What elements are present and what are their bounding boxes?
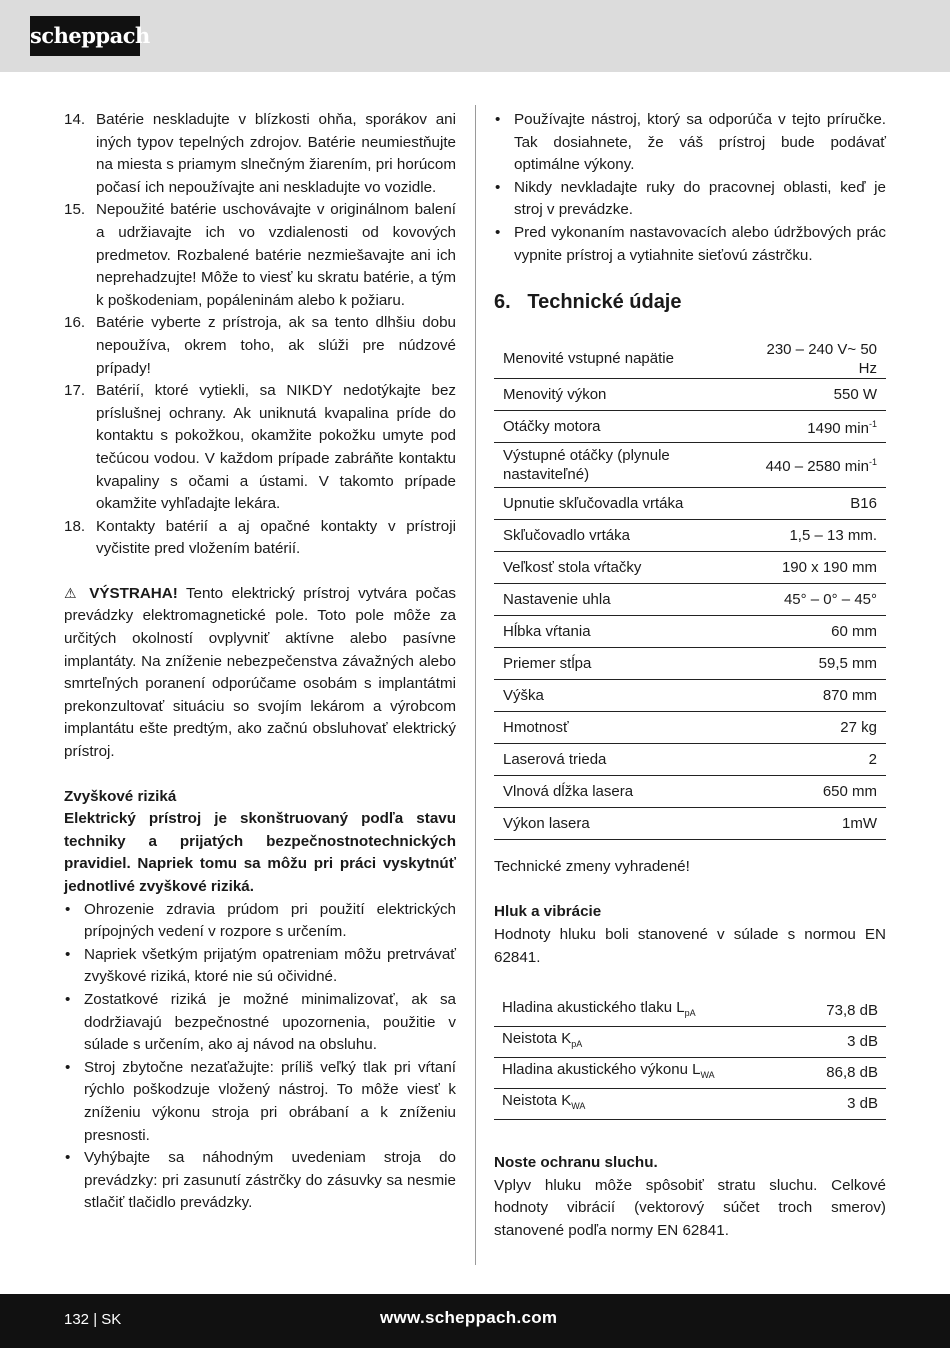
item-text: Batérií, ktoré vytiekli, sa NIKDY nedotýkajte bez príslušnej ochrany. Ak uniknutá kvapalina príde do kontaktu s pokožkou, okamžite pokožku umyte pod tečúcou vodou. V každom prípade zabráňte kontaktu kvapaliny s očami a ústami. V takomto prípade okamžite vyhľadajte lekára. — [96, 382, 456, 513]
spec-label: Nastavenie uhla — [494, 583, 747, 615]
spec-row — [494, 340, 886, 379]
spec-label: Hmotnosť — [494, 711, 747, 743]
page-footer — [0, 1294, 950, 1348]
bullet-text: Pred vykonaním nastavovacích alebo údržbových prác vypnite prístroj a vytiahnite sieťovú zástrčku. — [514, 223, 886, 264]
page-header — [0, 0, 950, 72]
bullet-icon: • — [65, 1058, 71, 1076]
item-number: 18. — [64, 517, 86, 535]
item-text: Batérie neskladujte v blízkosti ohňa, sporákov ani iných typov tepelných zdrojov. Batérie neumiestňujte na miesta s priamym slnečným žiarením, pri horúcom počasí ich nepoužívajte ani neskladujte vo vozidle. — [96, 111, 456, 196]
spec-row — [494, 679, 886, 711]
noise-text: Hodnoty hluku boli stanovené v súlade s normou EN 62841. — [494, 925, 886, 966]
spec-label: Laserová trieda — [494, 743, 747, 775]
spec-value — [747, 679, 886, 711]
list-item — [494, 109, 886, 177]
item-number: 17. — [64, 382, 86, 400]
spec-row — [494, 775, 886, 807]
noise-value: 73,8 dB — [796, 996, 886, 1027]
item-number: 16. — [64, 314, 86, 332]
noise-label-subscript: WA — [700, 1070, 715, 1081]
bullet-text: Ohrozenie zdravia prúdom pri použití elektrických prípojných vedení v rozpore s určením. — [84, 900, 456, 941]
spec-value-text: 59,5 mm — [818, 654, 877, 672]
noise-label-text: Neistota K — [502, 1092, 572, 1110]
spec-row — [494, 711, 886, 743]
spec-value-text: 230 – 240 V~ 50 Hz — [766, 340, 877, 377]
spec-value — [747, 519, 886, 551]
residual-risks-intro: Elektrický prístroj je skonštruovaný podľa stavu techniky a prijatých bezpečnostnotechnických pravidiel. Napriek tomu sa môžu pri práci vyskytnúť jednotlivé zvyškové riziká. — [64, 810, 456, 895]
left-column — [64, 109, 456, 1215]
spec-label: Vlnová dĺžka lasera — [494, 775, 747, 807]
spec-value-text: 1,5 – 13 mm. — [789, 526, 877, 544]
warning-text: Tento elektrický prístroj vytvára počas prevádzky elektromagnetické pole. Toto pole môže za určitých okolností ovplyvniť aktívne alebo pasívne implantáty. Na zníženie nebezpečenstva závažných alebo smrteľných poranení odporúčame osobám s implantátmi prekonzultovať situáciu so svojím lekárom a výrobcom implantátu ešte predtým, ako začnú obsluhovať elektrický prístroj. — [64, 584, 456, 761]
spec-row — [494, 410, 886, 442]
page-number: 132 | SK — [64, 1311, 122, 1328]
list-item — [64, 516, 456, 561]
bullet-text: Vyhýbajte sa náhodným uvedeniam stroja do prevádzky: pri zasunutí zástrčky do zásuvky sa nesmie stlačiť tlačidlo prevádzky. — [84, 1149, 456, 1212]
list-item — [64, 899, 456, 944]
usage-bullets — [494, 109, 886, 267]
bullet-icon: • — [495, 223, 501, 241]
noise-label-subscript: pA — [571, 1039, 583, 1050]
item-text: Nepoužité batérie uschovávajte v originálnom balení a udržiavajte ich vo vzdialenosti od kovových predmetov. Rozbalené batérie nezmiešavajte ani ich neprehadzujte! Môže to viesť ku skratu batérie, a tým k poškodeniam, popáleninám alebo k požiaru. — [96, 201, 456, 309]
spec-label: Priemer stĺpa — [494, 647, 747, 679]
section-number: 6. — [494, 291, 511, 314]
bullet-text: Stroj zbytočne nezaťažujte: príliš veľký tlak pri vŕtaní rýchlo poškodzuje vložený nástroj. To môže viesť k zníženiu výkonu stroja pri obrábaní a k zníženiu presnosti. — [84, 1058, 456, 1144]
list-item — [64, 944, 456, 989]
spec-value-text: B16 — [850, 494, 877, 512]
spec-row — [494, 442, 886, 487]
noise-row — [494, 1089, 886, 1120]
list-item — [494, 177, 886, 222]
spec-value-text: 2 — [868, 750, 877, 768]
bullet-icon: • — [65, 945, 71, 963]
scheppach-logo: scheppach — [30, 16, 140, 56]
section-heading — [494, 291, 886, 314]
list-item — [64, 109, 456, 199]
spec-row — [494, 583, 886, 615]
noise-value: 3 dB — [796, 1027, 886, 1058]
list-item — [64, 312, 456, 380]
spec-value — [747, 378, 886, 410]
section-title: Technické údaje — [527, 291, 682, 314]
spec-value — [747, 551, 886, 583]
bullet-icon: • — [65, 900, 71, 918]
technical-changes-note: Technické zmeny vyhradené! — [494, 857, 690, 875]
spec-row — [494, 551, 886, 583]
spec-value — [747, 615, 886, 647]
website-link[interactable]: www.scheppach.com — [380, 1308, 558, 1327]
residual-risks-list — [64, 899, 456, 1215]
spec-value — [747, 775, 886, 807]
item-number: 14. — [64, 111, 86, 128]
noise-label-subscript: WA — [571, 1101, 586, 1112]
spec-value-text: 440 – 2580 min — [765, 458, 869, 476]
spec-label: Veľkosť stola vŕtačky — [494, 551, 747, 583]
spec-value-exponent: -1 — [868, 418, 877, 429]
spec-label: Skľučovadlo vrtáka — [494, 519, 747, 551]
noise-label — [494, 1089, 796, 1120]
noise-label-text: Hladina akustického tlaku L — [502, 999, 685, 1017]
spec-value-text: 45° – 0° – 45° — [783, 590, 877, 608]
noise-value: 3 dB — [796, 1089, 886, 1120]
spec-value-text: 27 kg — [840, 718, 877, 736]
bullet-icon: • — [65, 990, 71, 1008]
spec-value — [747, 487, 886, 519]
noise-row — [494, 1058, 886, 1089]
noise-label-text: Neistota K — [502, 1030, 572, 1048]
warning-label: VÝSTRAHA! — [89, 584, 178, 602]
warning-triangle-icon: ⚠ — [64, 585, 81, 602]
noise-label-subscript: pA — [684, 1008, 696, 1019]
spec-value — [747, 410, 886, 442]
spec-value — [747, 807, 886, 839]
spec-value — [747, 442, 886, 487]
spec-label: Menovité vstupné napätie — [494, 340, 747, 379]
spec-value-text: 650 mm — [822, 782, 877, 800]
spec-value-exponent: -1 — [868, 457, 877, 468]
spec-label: Upnutie skľučovadla vrtáka — [494, 487, 747, 519]
spec-value — [747, 340, 886, 379]
noise-label — [494, 1058, 796, 1089]
noise-table — [494, 996, 886, 1120]
spec-value-text: 1mW — [842, 814, 877, 832]
spec-row — [494, 807, 886, 839]
spec-label: Menovitý výkon — [494, 378, 747, 410]
hearing-protection-title: Noste ochranu sluchu. — [494, 1154, 658, 1172]
spec-row — [494, 487, 886, 519]
list-item — [64, 380, 456, 516]
bullet-text: Používajte nástroj, ktorý sa odporúča v tejto príručke. Tak dosiahnete, že váš prístroj bude podávať optimálne výkony. — [514, 111, 886, 174]
residual-risks-title: Zvyškové riziká — [64, 787, 177, 805]
spec-value-text: 550 W — [833, 385, 877, 403]
spec-label: Otáčky motora — [494, 410, 747, 442]
noise-label-text: Hladina akustického výkonu L — [502, 1061, 701, 1079]
bullet-text: Nikdy nevkladajte ruky do pracovnej oblasti, keď je stroj v prevádzke. — [514, 178, 886, 219]
item-text: Batérie vyberte z prístroja, ak sa tento dlhšiu dobu nepoužíva, okrem toho, ak slúži pre núdzové prípady! — [96, 314, 456, 377]
noise-title: Hluk a vibrácie — [494, 903, 602, 921]
list-item — [64, 1147, 456, 1215]
technical-data-table — [494, 340, 886, 840]
list-item — [64, 199, 456, 312]
spec-row — [494, 378, 886, 410]
bullet-text: Napriek všetkým prijatým opatreniam môžu pretrvávať zvyškové riziká, ktoré nie sú očividné. — [84, 945, 456, 986]
bullet-text: Zostatkové riziká je možné minimalizovať, ak sa dodržiavajú bezpečnostné upozornenia, použitie v súlade s určením, ako aj návod na obsluhu. — [84, 990, 456, 1054]
spec-value — [747, 583, 886, 615]
list-item — [494, 222, 886, 267]
spec-row — [494, 743, 886, 775]
item-text: Kontakty batérií a aj opačné kontakty v prístroji vyčistite pred vložením batérií. — [96, 517, 456, 558]
spec-label: Hĺbka vŕtania — [494, 615, 747, 647]
item-number: 15. — [64, 201, 86, 219]
bullet-icon: • — [495, 111, 501, 128]
spec-value-text: 190 x 190 mm — [781, 558, 877, 576]
bullet-icon: • — [495, 178, 501, 196]
spec-row — [494, 647, 886, 679]
spec-value — [747, 711, 886, 743]
spec-label: Výška — [494, 679, 747, 711]
spec-value-text: 870 mm — [822, 686, 877, 704]
spec-value — [747, 743, 886, 775]
spec-label: Výstupné otáčky (plynule nastaviteľné) — [494, 442, 747, 487]
spec-row — [494, 519, 886, 551]
list-item — [64, 989, 456, 1057]
warning-paragraph — [64, 583, 456, 764]
hearing-protection-text: Vplyv hluku môže spôsobiť stratu sluchu. Celkové hodnoty vibrácií (vektorový súčet troch smerov) stanovené podľa normy EN 62841. — [494, 1176, 886, 1239]
spec-label: Výkon lasera — [494, 807, 747, 839]
spec-value-text: 60 mm — [831, 622, 877, 640]
spec-value-text: 1490 min — [807, 419, 869, 437]
noise-row — [494, 1027, 886, 1058]
bullet-icon: • — [65, 1149, 71, 1167]
noise-row — [494, 996, 886, 1027]
right-column — [494, 109, 886, 1243]
noise-label — [494, 996, 796, 1027]
column-divider — [475, 105, 476, 1265]
list-item — [64, 1057, 456, 1147]
battery-instructions-list — [64, 109, 456, 561]
spec-row — [494, 615, 886, 647]
spec-value — [747, 647, 886, 679]
noise-label — [494, 1027, 796, 1058]
noise-value: 86,8 dB — [796, 1058, 886, 1089]
